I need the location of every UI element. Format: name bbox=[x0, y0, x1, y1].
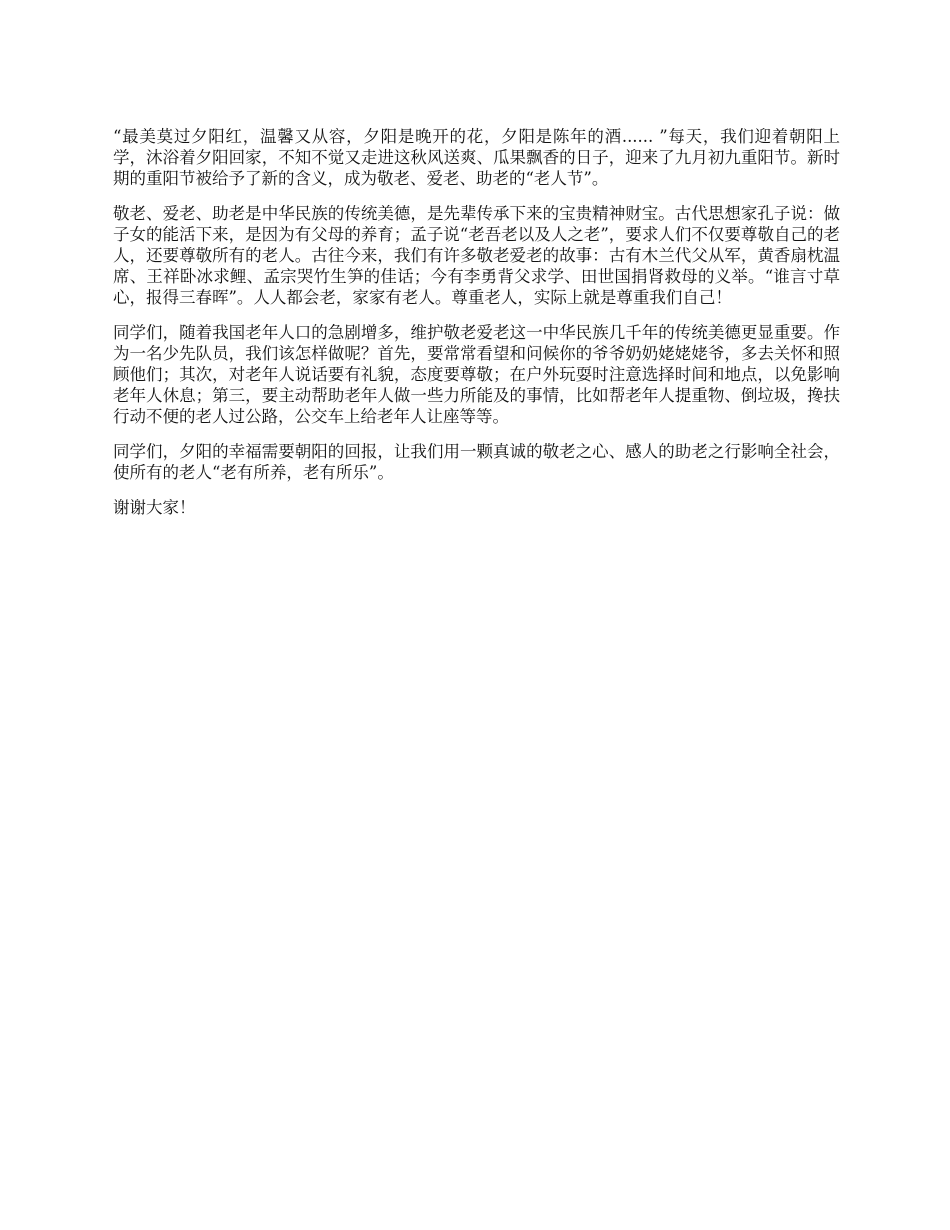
paragraph-thanks: 谢谢大家！ bbox=[113, 498, 196, 517]
paragraph-call-to-action: 同学们，夕阳的幸福需要朝阳的回报，让我们用一颗真诚的敬老之心、感人的助老之行影响全社会，使所有的老人“老有所养，老有所乐”。 bbox=[113, 442, 840, 482]
document-body bbox=[113, 126, 840, 532]
paragraph-virtue: 敬老、爱老、助老是中华民族的传统美德，是先辈传承下来的宝贵精神财宝。古代思想家孔子说：做子女的能活下来，是因为有父母的养育；孟子说“老吾老以及人之老”，要求人们不仅要尊敬自己的老人，还要尊敬所有的老人。古往今来，我们有许多敬老爱老的故事：古有木兰代父从军，黄香扇枕温席、王祥卧冰求鲤、孟宗哭竹生笋的佳话；今有李勇背父求学、田世国捐肾救母的义举。“谁言寸草心，报得三春晖”。人人都会老，家家有老人。尊重老人，实际上就是尊重我们自己！ bbox=[113, 204, 840, 307]
paragraph-actions: 同学们，随着我国老年人口的急剧增多，维护敬老爱老这一中华民族几千年的传统美德更显重要。作为一名少先队员，我们该怎样做呢？首先，要常常看望和问候你的爷爷奶奶姥姥姥爷，多去关怀和照顾他们；其次，对老年人说话要有礼貌，态度要尊敬；在户外玩耍时注意选择时间和地点，以免影响老年人休息；第三，要主动帮助老年人做一些力所能及的事情，比如帮老年人提重物、倒垃圾，搀扶行动不便的老人过公路，公交车上给老年人让座等等。 bbox=[113, 323, 840, 426]
paragraph-intro: “最美莫过夕阳红，温馨又从容，夕阳是晚开的花，夕阳是陈年的酒...... ”每天，我们迎着朝阳上学，沐浴着夕阳回家，不知不觉又走进这秋风送爽、瓜果飘香的日子，迎来了九月初九重阳节。新时期的重阳节被给予了新的含义，成为敬老、爱老、助老的“老人节”。 bbox=[113, 127, 840, 188]
